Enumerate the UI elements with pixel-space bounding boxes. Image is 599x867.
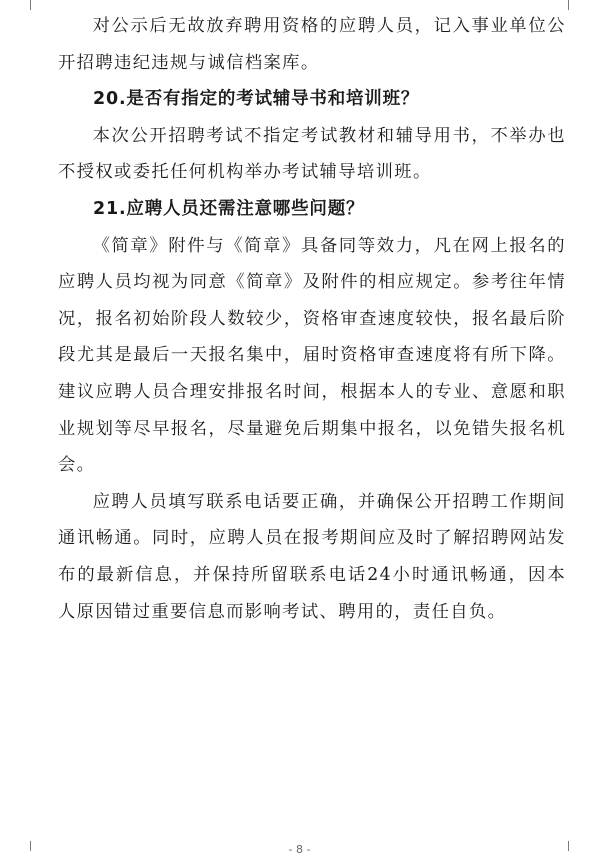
- section-heading: 21.应聘人员还需注意哪些问题？: [93, 198, 365, 219]
- page-number: - 8 -: [288, 843, 311, 856]
- page-corner-mark: [30, 0, 41, 10]
- body-paragraph: 《简章》附件与《简章》具备同等效力，凡在网上报名的应聘人员均视为同意《简章》及附件的相应规定。参考往年情况，报名初始阶段人数较少，资格审查速度较快，报名最后阶段尤其是最后一天报名集中，届时资格审查速度将有所下降。建议应聘人员合理安排报名时间，根据本人的专业、意愿和职业规划等尽早报名，尽量避免后期集中报名，以免错失报名机会。: [58, 235, 566, 476]
- document-body: [58, 8, 566, 630]
- section-heading: 20.是否有指定的考试辅导书和培训班？: [93, 89, 420, 110]
- body-paragraph: 本次公开招聘考试不指定考试教材和辅导用书，不举办也不授权或委托任何机构举办考试辅导培训班。: [58, 125, 566, 183]
- body-paragraph: 应聘人员填写联系电话要正确，并确保公开招聘工作期间通讯畅通。同时，应聘人员在报考期间应及时了解招聘网站发布的最新信息，并保持所留联系电话24小时通讯畅通，因本人原因错过重要信息而影响考试、聘用的，责任自负。: [58, 491, 566, 622]
- body-paragraph: 对公示后无故放弃聘用资格的应聘人员，记入事业单位公开招聘违纪违规与诚信档案库。: [58, 16, 566, 73]
